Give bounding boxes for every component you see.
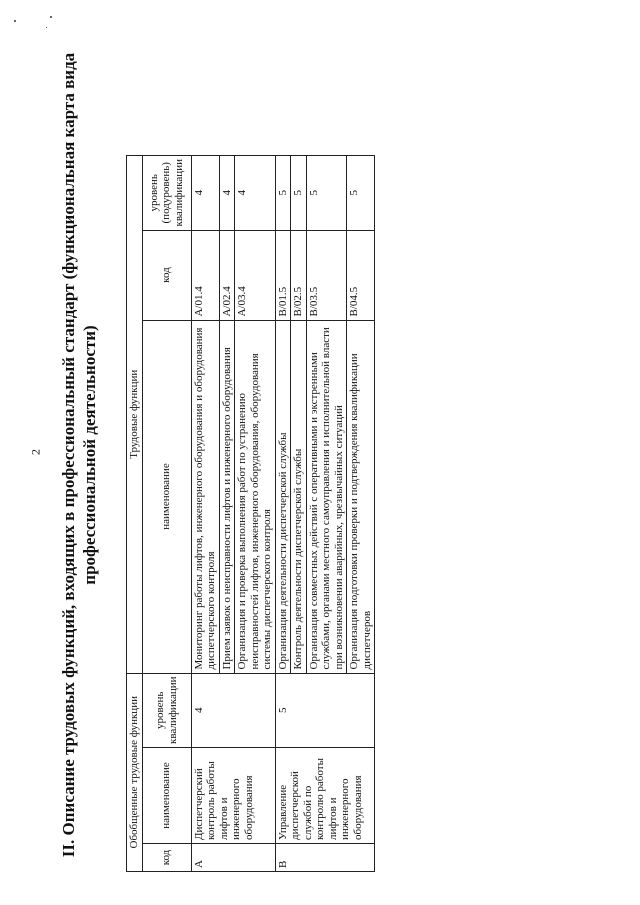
function-code: A/03.4 (235, 230, 276, 320)
function-level: 4 (191, 156, 219, 230)
function-code: A/02.4 (219, 230, 235, 320)
table-row (275, 156, 291, 872)
group-name: Управление диспетчерской службой по контролю работы лифтов и инженерного оборудования (275, 748, 375, 844)
function-name: Организация совместных действий с оперативными и экстренными службами, органами местного самоуправления и исполнительной власти при возникновении аварийных, чрезвычайных ситуаций (306, 320, 347, 673)
group-code: A (191, 844, 275, 872)
page-number: 2 (28, 449, 43, 455)
function-level: 5 (306, 156, 347, 230)
function-name: Контроль деятельности диспетчерской службы (291, 320, 307, 673)
function-code: B/02.5 (291, 230, 307, 320)
functional-map-table (126, 155, 375, 872)
function-name: Организация деятельности диспетчерской службы (275, 320, 291, 673)
col-level-header: уровень квалификации (142, 673, 191, 747)
function-level: 5 (347, 156, 375, 230)
function-level: 5 (275, 156, 291, 230)
group-code: B (275, 844, 375, 872)
function-level: 4 (219, 156, 235, 230)
function-level: 5 (291, 156, 307, 230)
function-code: B/04.5 (347, 230, 375, 320)
function-name: Мониторинг работы лифтов, инженерного оборудования и оборудования диспетчерского контроля (191, 320, 219, 673)
labor-functions-header: Трудовые функции (127, 156, 143, 673)
function-level: 4 (235, 156, 276, 230)
table-header-row (127, 156, 143, 872)
col-function-code-header: код (142, 230, 191, 320)
group-level: 5 (275, 673, 375, 747)
group-level: 4 (191, 673, 275, 747)
function-code: B/01.5 (275, 230, 291, 320)
generalized-functions-header: Обобщенные трудовые функции (127, 673, 143, 871)
col-code-header: код (142, 844, 191, 872)
col-name-header: наименование (142, 748, 191, 844)
function-name: Организация и проверка выполнения работ по устранению неисправностей лифтов, инженерного оборудования, оборудования системы диспетчерского контроля (235, 320, 276, 673)
function-name: Организация подготовки проверки и подтверждения квалификации диспетчеров (347, 320, 375, 673)
function-code: A/01.4 (191, 230, 219, 320)
table-row (191, 156, 219, 872)
col-function-name-header: наименование (142, 320, 191, 673)
function-code: B/03.5 (306, 230, 347, 320)
col-sublevel-header: уровень (подуровень) квалификации (142, 156, 191, 230)
function-name: Прием заявок о неисправности лифтов и инженерного оборудования (219, 320, 235, 673)
section-title: II. Описание трудовых функций, входящих в профессиональный стандарт (функциональная карта вида профессиональной деятельности) (59, 52, 99, 858)
table-subheader-row (142, 156, 191, 872)
group-name: Диспетчерский контроль работы лифтов и инженерного оборудования (191, 748, 275, 844)
